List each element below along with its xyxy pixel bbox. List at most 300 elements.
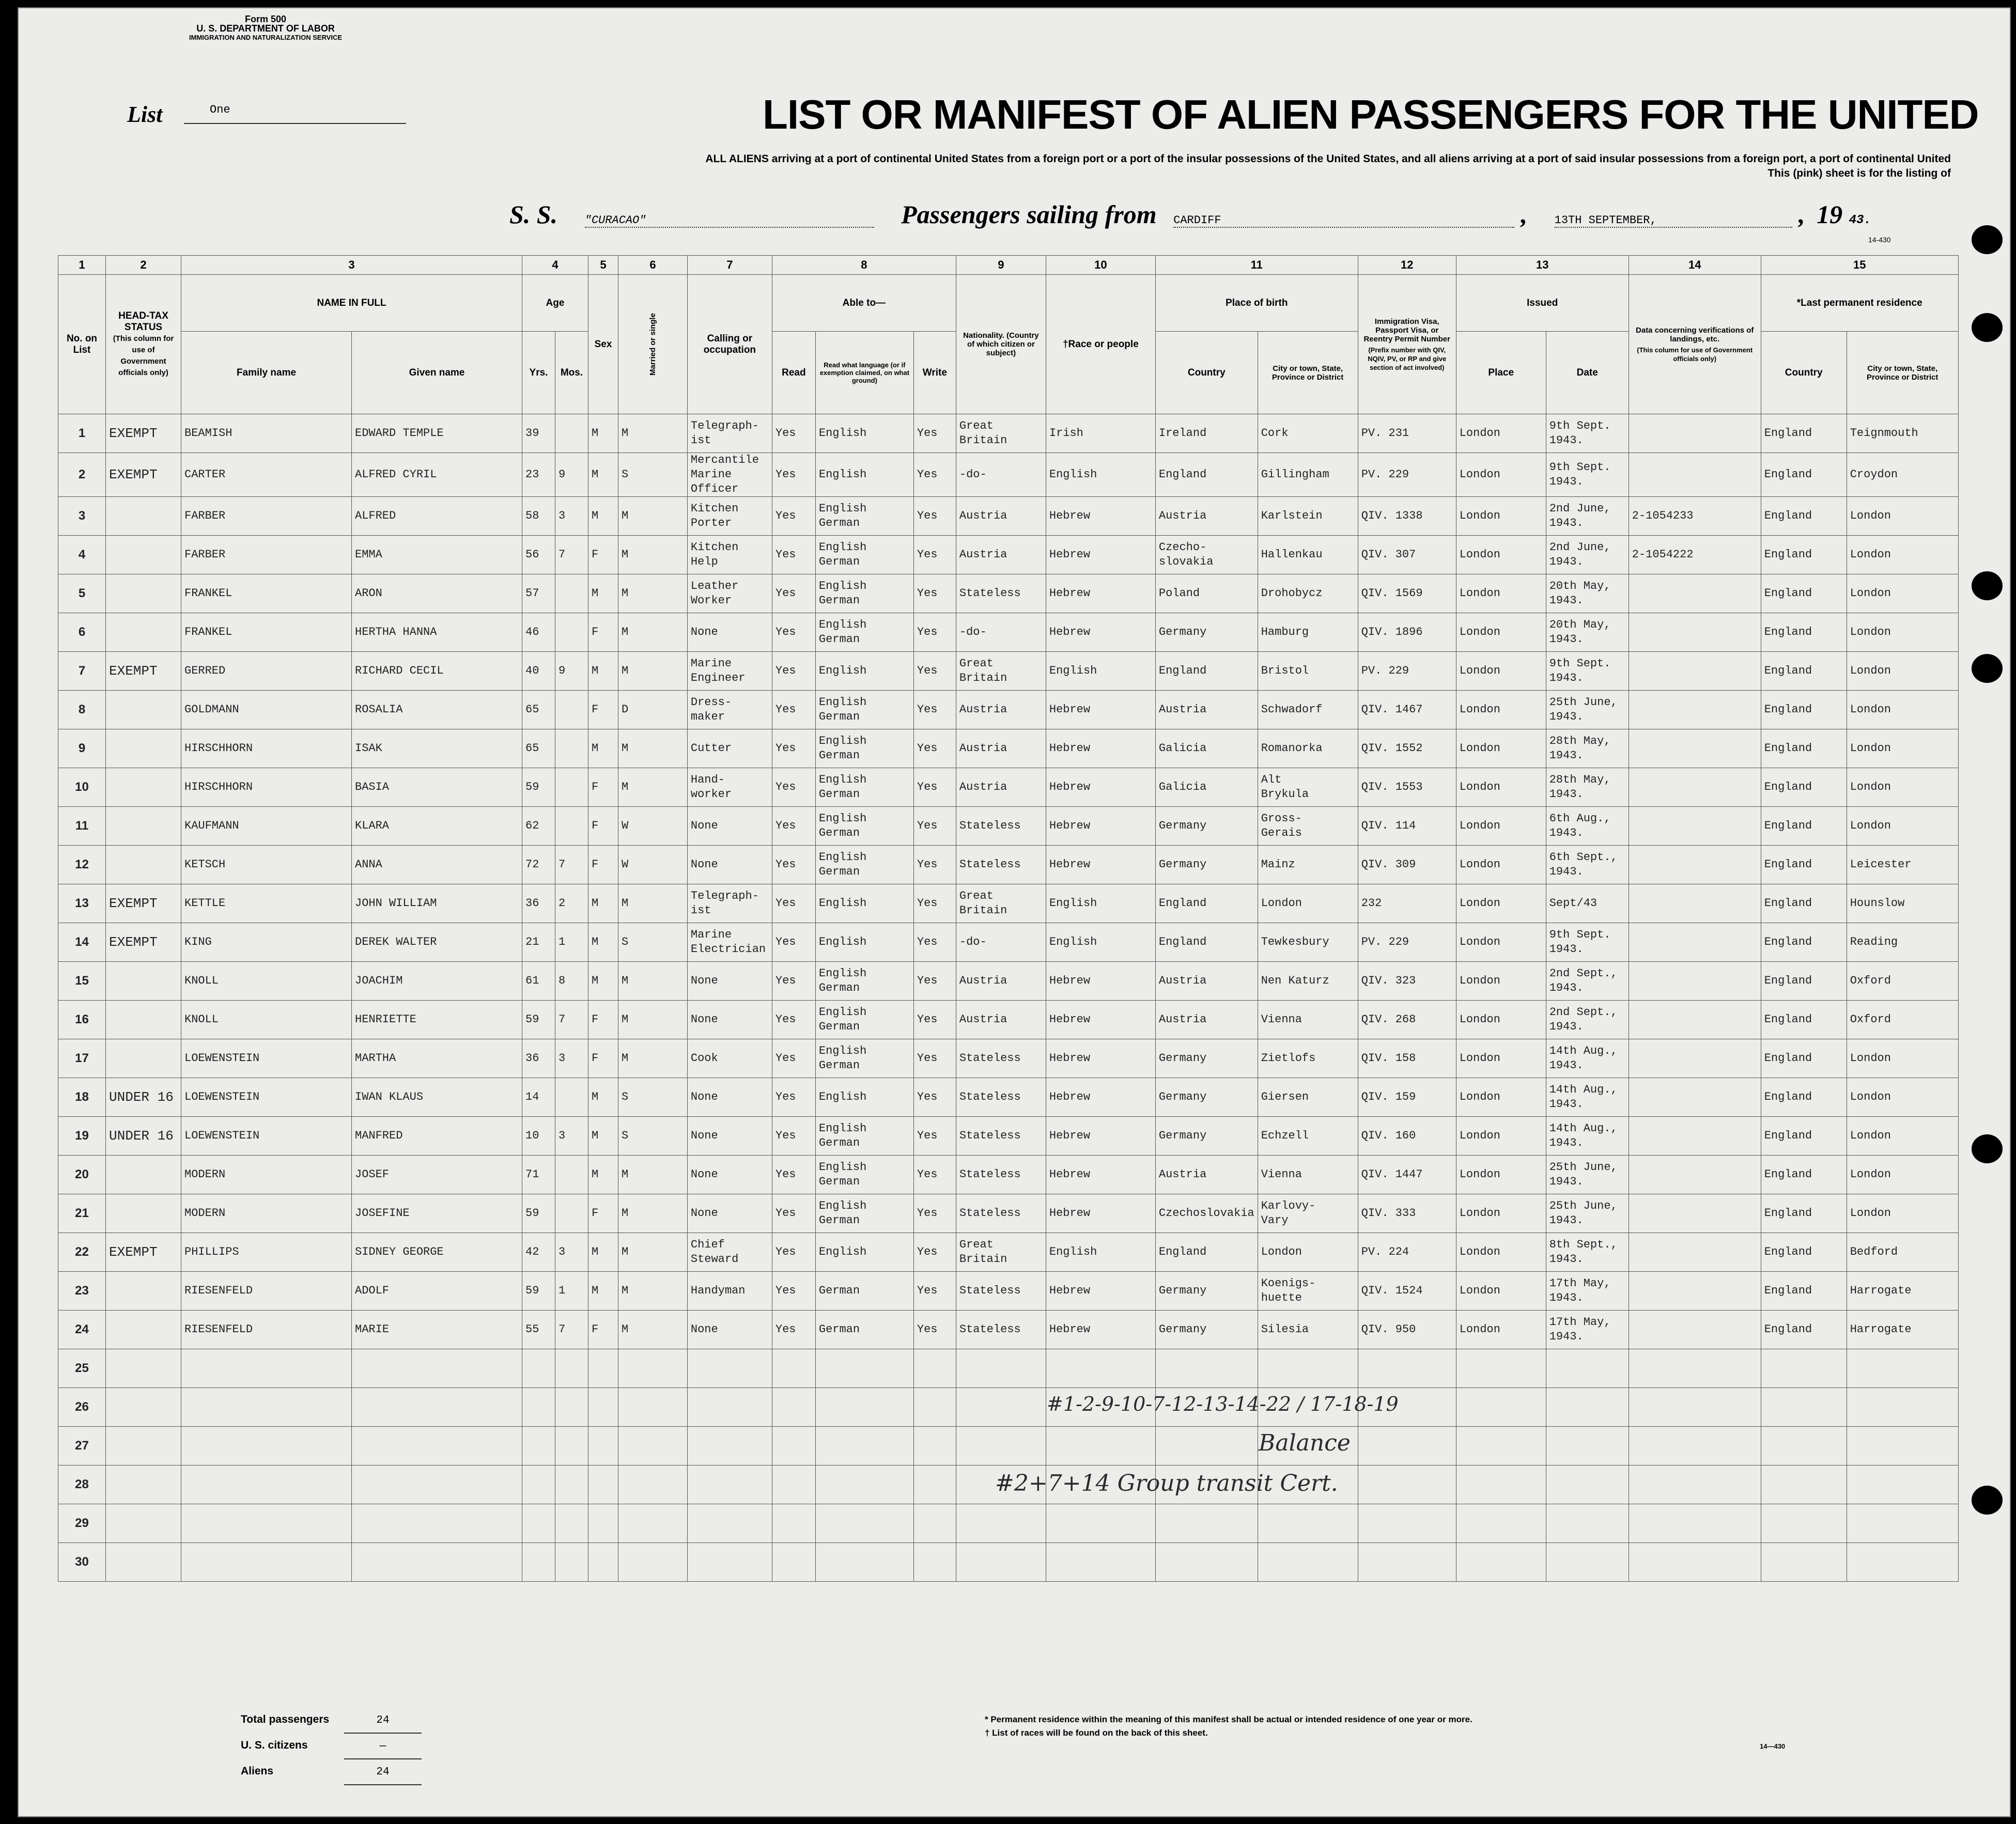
family-name: HIRSCHHORN [181, 729, 352, 768]
head-tax-status: EXEMPT [106, 453, 181, 497]
race: English [1046, 453, 1155, 497]
read-language: English German [815, 574, 913, 613]
visa-number: PV. 229 [1358, 652, 1456, 691]
visa-number: QIV. 1569 [1358, 574, 1456, 613]
visa-number: QIV. 307 [1358, 536, 1456, 574]
birth-country: Germany [1155, 1117, 1258, 1156]
visa-number: QIV. 1467 [1358, 691, 1456, 729]
residence-city: London [1847, 807, 1958, 846]
head-tax-status [106, 807, 181, 846]
issued-date: 8th Sept., 1943. [1546, 1233, 1629, 1272]
birth-country: Austria [1155, 497, 1258, 536]
race: English [1046, 1233, 1155, 1272]
residence-country: England [1761, 652, 1847, 691]
form-number: Form 500 [245, 14, 287, 24]
row-number: 20 [58, 1156, 106, 1194]
residence-country: England [1761, 497, 1847, 536]
marital-status: D [618, 691, 688, 729]
visa-number: PV. 229 [1358, 923, 1456, 962]
row-number: 18 [58, 1078, 106, 1117]
col-mos: Mos. [555, 332, 588, 414]
birth-city: Vienna [1258, 1001, 1358, 1039]
given-name: SIDNEY GEORGE [352, 1233, 522, 1272]
row-number: 8 [58, 691, 106, 729]
residence-country: England [1761, 536, 1847, 574]
row-number: 1 [58, 414, 106, 453]
race: Hebrew [1046, 846, 1155, 884]
residence-city: London [1847, 613, 1958, 652]
occupation: Handyman [687, 1272, 772, 1311]
visa-number: PV. 229 [1358, 453, 1456, 497]
family-name: FRANKEL [181, 574, 352, 613]
total-passengers: Total passengers 24 [241, 1708, 422, 1734]
issued-place [1456, 1349, 1546, 1388]
occupation: Cutter [687, 729, 772, 768]
given-name: MANFRED [352, 1117, 522, 1156]
table-row [58, 1194, 1959, 1233]
age-months: 3 [555, 1039, 588, 1078]
family-name: CARTER [181, 453, 352, 497]
birth-city: Nen Katurz [1258, 962, 1358, 1001]
row-number: 12 [58, 846, 106, 884]
sex: M [588, 414, 618, 453]
residence-city: London [1847, 1117, 1958, 1156]
birth-country: Czechoslovakia [1155, 1194, 1258, 1233]
residence-city [1847, 1504, 1958, 1543]
residence-city: Leicester [1847, 846, 1958, 884]
nationality: Stateless [956, 574, 1046, 613]
column-number-row: 1 2 3 4 5 6 7 8 9 10 11 12 13 14 15 [58, 256, 1959, 275]
age-months: 7 [555, 1311, 588, 1349]
issued-place: London [1456, 414, 1546, 453]
residence-city: London [1847, 768, 1958, 807]
issued-place: London [1456, 846, 1546, 884]
age-years: 62 [522, 807, 555, 846]
verification-note [1629, 613, 1761, 652]
given-name: ARON [352, 574, 522, 613]
head-tax-status [106, 962, 181, 1001]
can-read: Yes [772, 574, 815, 613]
can-read: Yes [772, 768, 815, 807]
age-months: 9 [555, 652, 588, 691]
can-read: Yes [772, 1117, 815, 1156]
birth-city: Mainz [1258, 846, 1358, 884]
verification-note [1629, 1427, 1761, 1466]
age-months [555, 1466, 588, 1504]
row-number: 2 [58, 453, 106, 497]
visa-number [1358, 1504, 1456, 1543]
issued-date: 25th June, 1943. [1546, 1156, 1629, 1194]
marital-status: M [618, 497, 688, 536]
residence-country [1761, 1504, 1847, 1543]
given-name: MARTHA [352, 1039, 522, 1078]
age-months: 3 [555, 1117, 588, 1156]
residence-city: Oxford [1847, 1001, 1958, 1039]
visa-number: PV. 231 [1358, 414, 1456, 453]
given-name: MARIE [352, 1311, 522, 1349]
read-language: English German [815, 536, 913, 574]
issued-date: 28th May, 1943. [1546, 729, 1629, 768]
marital-status: S [618, 923, 688, 962]
can-write [913, 1427, 956, 1466]
marital-status: M [618, 652, 688, 691]
head-tax-status [106, 497, 181, 536]
us-citizens: U. S. citizens — [241, 1734, 422, 1759]
can-read: Yes [772, 807, 815, 846]
nationality: Stateless [956, 1156, 1046, 1194]
verification-note [1629, 1349, 1761, 1388]
birth-city: Zietlofs [1258, 1039, 1358, 1078]
residence-city: London [1847, 1039, 1958, 1078]
can-read [772, 1504, 815, 1543]
head-tax-status [106, 1156, 181, 1194]
given-name [352, 1388, 522, 1427]
sex: F [588, 1039, 618, 1078]
table-row [58, 962, 1959, 1001]
sex [588, 1504, 618, 1543]
sailing-label: Passengers sailing from [901, 200, 1157, 229]
race: Hebrew [1046, 1156, 1155, 1194]
can-read: Yes [772, 691, 815, 729]
marital-status: W [618, 807, 688, 846]
read-language: German [815, 1311, 913, 1349]
row-number: 30 [58, 1543, 106, 1582]
residence-country: England [1761, 453, 1847, 497]
race: Irish [1046, 414, 1155, 453]
table-row [58, 1117, 1959, 1156]
residence-city: Bedford [1847, 1233, 1958, 1272]
birth-city: Cork [1258, 414, 1358, 453]
residence-city [1847, 1388, 1958, 1427]
family-name: FRANKEL [181, 613, 352, 652]
birth-city: Gross- Gerais [1258, 807, 1358, 846]
residence-country: England [1761, 884, 1847, 923]
can-read: Yes [772, 414, 815, 453]
age-years: 59 [522, 768, 555, 807]
race: Hebrew [1046, 768, 1155, 807]
residence-country: England [1761, 962, 1847, 1001]
can-read [772, 1466, 815, 1504]
can-read: Yes [772, 497, 815, 536]
birth-country: Austria [1155, 1156, 1258, 1194]
family-name: MODERN [181, 1156, 352, 1194]
birth-country: England [1155, 652, 1258, 691]
visa-number [1358, 1543, 1456, 1582]
visa-number: PV. 224 [1358, 1233, 1456, 1272]
issued-place: London [1456, 574, 1546, 613]
head-tax-status [106, 1504, 181, 1543]
verification-note [1629, 691, 1761, 729]
visa-number: QIV. 323 [1358, 962, 1456, 1001]
visa-number: 232 [1358, 884, 1456, 923]
given-name: ANNA [352, 846, 522, 884]
col-place-of-birth: Place of birth [1155, 275, 1358, 332]
col-able-to: Able to— [772, 275, 956, 332]
issued-date: 17th May, 1943. [1546, 1311, 1629, 1349]
given-name: IWAN KLAUS [352, 1078, 522, 1117]
year-prefix: 19 [1817, 200, 1843, 229]
birth-country: Czecho- slovakia [1155, 536, 1258, 574]
table-row [58, 414, 1959, 453]
year-suffix: 43. [1849, 213, 1871, 227]
table-row [58, 1311, 1959, 1349]
residence-city: London [1847, 497, 1958, 536]
row-number: 15 [58, 962, 106, 1001]
issued-place: London [1456, 1272, 1546, 1311]
can-read [772, 1388, 815, 1427]
table-row [58, 497, 1959, 536]
age-years [522, 1504, 555, 1543]
table-row [58, 453, 1959, 497]
sex: F [588, 846, 618, 884]
residence-country [1761, 1388, 1847, 1427]
head-tax-status [106, 1001, 181, 1039]
birth-country: Galicia [1155, 768, 1258, 807]
nationality: Stateless [956, 846, 1046, 884]
race: Hebrew [1046, 1117, 1155, 1156]
age-months: 2 [555, 884, 588, 923]
can-read: Yes [772, 729, 815, 768]
nationality: Stateless [956, 1078, 1046, 1117]
sex: M [588, 652, 618, 691]
punch-hole [1972, 571, 2003, 600]
issued-date: 6th Sept., 1943. [1546, 846, 1629, 884]
verification-note [1629, 1001, 1761, 1039]
issued-place: London [1456, 768, 1546, 807]
totals [241, 1708, 422, 1785]
race [1046, 1427, 1155, 1466]
instructions: ALL ALIENS arriving at a port of continental United States from a foreign port or a port of the insular possessions of the United States, and all aliens arriving at a port of said insular possessions from a foreign port, a port of continental United This (pink) sheet is for the listing of [705, 153, 1951, 179]
birth-city: Giersen [1258, 1078, 1358, 1117]
head-tax-status [106, 1543, 181, 1582]
verification-note [1629, 1039, 1761, 1078]
verification-note [1629, 652, 1761, 691]
can-read: Yes [772, 1272, 815, 1311]
age-years: 46 [522, 613, 555, 652]
can-read [772, 1349, 815, 1388]
occupation: Kitchen Porter [687, 497, 772, 536]
head-tax-status [106, 1311, 181, 1349]
race: Hebrew [1046, 1001, 1155, 1039]
residence-city: Harrogate [1847, 1311, 1958, 1349]
can-write: Yes [913, 846, 956, 884]
head-tax-status [106, 729, 181, 768]
residence-country [1761, 1427, 1847, 1466]
form-header [189, 14, 342, 42]
race [1046, 1349, 1155, 1388]
given-name: ROSALIA [352, 691, 522, 729]
family-name [181, 1543, 352, 1582]
issued-place [1456, 1543, 1546, 1582]
head-tax-status [106, 768, 181, 807]
issued-date: 2nd Sept., 1943. [1546, 962, 1629, 1001]
race: Hebrew [1046, 1039, 1155, 1078]
marital-status: M [618, 729, 688, 768]
age-months [555, 1427, 588, 1466]
can-write [913, 1543, 956, 1582]
age-years: 57 [522, 574, 555, 613]
occupation: Telegraph- ist [687, 414, 772, 453]
col-issued-place: Place [1456, 332, 1546, 414]
nationality [956, 1504, 1046, 1543]
can-read: Yes [772, 1039, 815, 1078]
can-write: Yes [913, 1117, 956, 1156]
issued-place: London [1456, 1039, 1546, 1078]
read-language: English German [815, 846, 913, 884]
residence-city: London [1847, 1194, 1958, 1233]
manifest-sheet [18, 7, 2011, 1817]
given-name: JOHN WILLIAM [352, 884, 522, 923]
read-language [815, 1349, 913, 1388]
sex: F [588, 1194, 618, 1233]
departure-port: CARDIFF [1173, 214, 1514, 228]
sex [588, 1543, 618, 1582]
row-number: 27 [58, 1427, 106, 1466]
verification-note [1629, 574, 1761, 613]
residence-country [1761, 1466, 1847, 1504]
table-row [58, 1039, 1959, 1078]
can-write: Yes [913, 497, 956, 536]
marital-status [618, 1466, 688, 1504]
verification-note [1629, 884, 1761, 923]
age-years: 36 [522, 884, 555, 923]
birth-city: Schwadorf [1258, 691, 1358, 729]
can-write: Yes [913, 768, 956, 807]
birth-city: Karlovy- Vary [1258, 1194, 1358, 1233]
residence-country: England [1761, 1311, 1847, 1349]
marital-status [618, 1504, 688, 1543]
marital-status: M [618, 1001, 688, 1039]
race: Hebrew [1046, 497, 1155, 536]
sex: F [588, 768, 618, 807]
residence-country: England [1761, 691, 1847, 729]
issued-date: 6th Aug., 1943. [1546, 807, 1629, 846]
age-years: 14 [522, 1078, 555, 1117]
occupation: None [687, 807, 772, 846]
sex: M [588, 1117, 618, 1156]
col-birth-country: Country [1155, 332, 1258, 414]
age-years: 65 [522, 691, 555, 729]
sex: M [588, 497, 618, 536]
marital-status: M [618, 536, 688, 574]
can-read: Yes [772, 1156, 815, 1194]
birth-country [1155, 1427, 1258, 1466]
aliens-total: Aliens 24 [241, 1759, 422, 1785]
age-years: 55 [522, 1311, 555, 1349]
can-read: Yes [772, 613, 815, 652]
birth-country: England [1155, 1233, 1258, 1272]
row-number: 17 [58, 1039, 106, 1078]
annotation-line-27: #2+7+14 Group transit Cert. [995, 1470, 1338, 1496]
verification-note [1629, 1078, 1761, 1117]
nationality [956, 1349, 1046, 1388]
can-write: Yes [913, 536, 956, 574]
residence-city [1847, 1543, 1958, 1582]
row-number: 6 [58, 613, 106, 652]
read-language: English German [815, 962, 913, 1001]
occupation: None [687, 1156, 772, 1194]
residence-city: Croydon [1847, 453, 1958, 497]
table-row [58, 1543, 1959, 1582]
read-language [815, 1427, 913, 1466]
visa-number: QIV. 268 [1358, 1001, 1456, 1039]
verification-note [1629, 807, 1761, 846]
given-name: JOSEFINE [352, 1194, 522, 1233]
can-read: Yes [772, 1078, 815, 1117]
row-number: 22 [58, 1233, 106, 1272]
marital-status: W [618, 846, 688, 884]
read-language: English [815, 1078, 913, 1117]
table-row [58, 1388, 1959, 1427]
residence-country: England [1761, 613, 1847, 652]
can-write [913, 1349, 956, 1388]
marital-status: M [618, 1156, 688, 1194]
nationality: Stateless [956, 1194, 1046, 1233]
col-married: Married or single [618, 275, 688, 414]
can-read [772, 1543, 815, 1582]
sex [588, 1466, 618, 1504]
nationality: Stateless [956, 807, 1046, 846]
can-write: Yes [913, 453, 956, 497]
race: Hebrew [1046, 613, 1155, 652]
age-months [555, 691, 588, 729]
family-name [181, 1349, 352, 1388]
issued-date [1546, 1504, 1629, 1543]
age-months: 7 [555, 846, 588, 884]
age-years [522, 1543, 555, 1582]
given-name: ALFRED [352, 497, 522, 536]
can-read: Yes [772, 1001, 815, 1039]
sex: M [588, 1078, 618, 1117]
issued-date: 2nd June, 1943. [1546, 497, 1629, 536]
table-row [58, 1233, 1959, 1272]
issued-place: London [1456, 923, 1546, 962]
can-write: Yes [913, 923, 956, 962]
can-write: Yes [913, 1272, 956, 1311]
verification-note [1629, 1233, 1761, 1272]
issued-place: London [1456, 884, 1546, 923]
visa-number: QIV. 1552 [1358, 729, 1456, 768]
can-write: Yes [913, 1156, 956, 1194]
row-number: 3 [58, 497, 106, 536]
verification-note [1629, 1194, 1761, 1233]
age-years: 56 [522, 536, 555, 574]
nationality: Austria [956, 1001, 1046, 1039]
occupation: None [687, 962, 772, 1001]
col-age: Age [522, 275, 588, 332]
row-number: 23 [58, 1272, 106, 1311]
col-visa: Immigration Visa, Passport Visa, or Reentry Permit Number (Prefix number with QIV, NQIV, PV, or RP and give section of act involved) [1358, 275, 1456, 414]
age-years [522, 1388, 555, 1427]
sex [588, 1349, 618, 1388]
issued-date: 14th Aug., 1943. [1546, 1117, 1629, 1156]
nationality: Stateless [956, 1272, 1046, 1311]
given-name: ALFRED CYRIL [352, 453, 522, 497]
family-name: RIESENFELD [181, 1311, 352, 1349]
age-months: 7 [555, 536, 588, 574]
read-language: English German [815, 497, 913, 536]
annotation-line-26: Balance [1259, 1430, 1351, 1456]
sex: M [588, 1156, 618, 1194]
race: Hebrew [1046, 1194, 1155, 1233]
sex [588, 1388, 618, 1427]
issued-date: Sept/43 [1546, 884, 1629, 923]
row-number: 25 [58, 1349, 106, 1388]
marital-status [618, 1388, 688, 1427]
verification-note [1629, 729, 1761, 768]
age-years: 58 [522, 497, 555, 536]
row-number: 28 [58, 1466, 106, 1504]
